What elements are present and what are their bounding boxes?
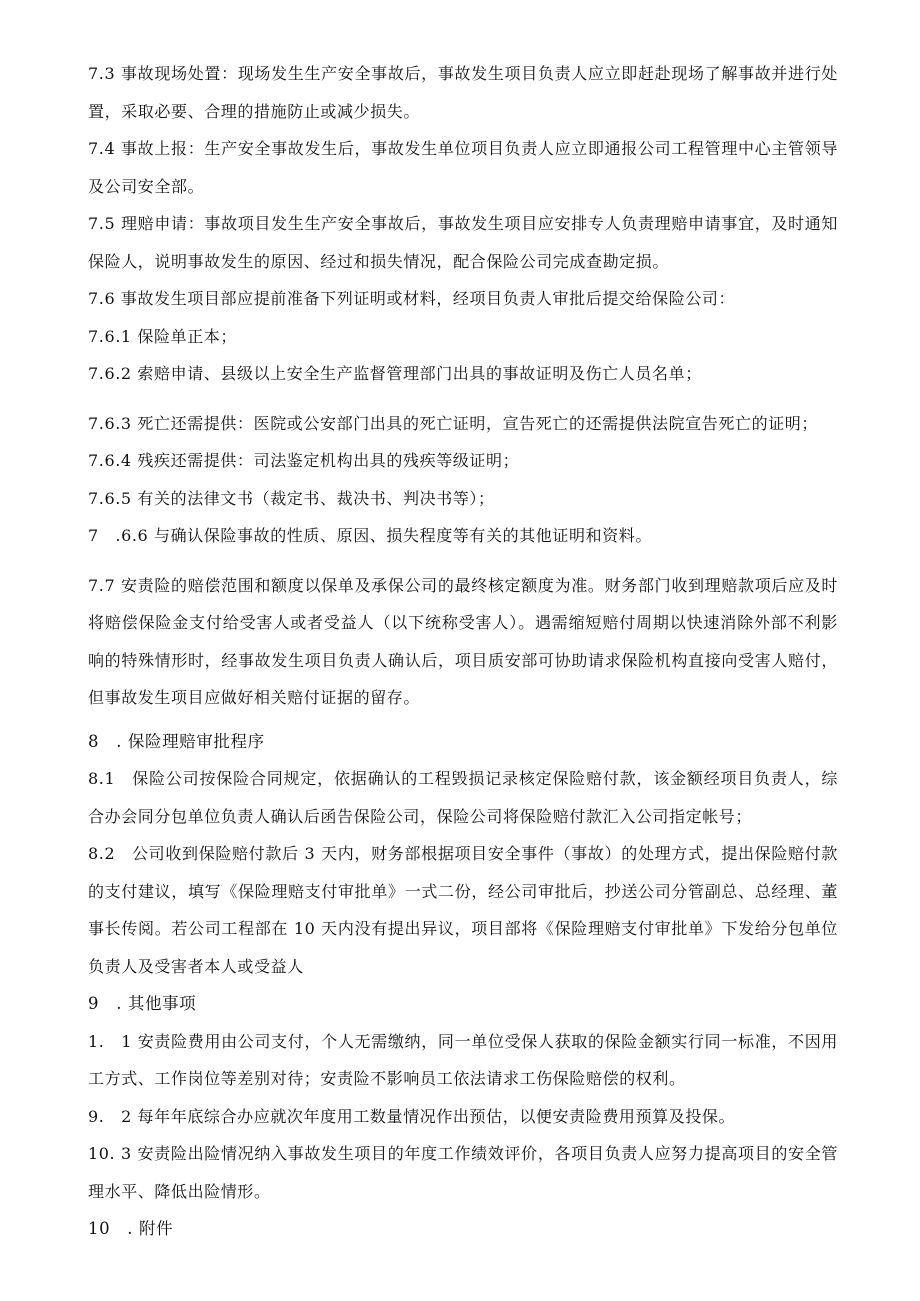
paragraph-7-6-6: 7 .6.6 与确认保险事故的性质、原因、损失程度等有关的其他证明和资料。 — [88, 526, 652, 545]
paragraph-7-3: 7.3 事故现场处置：现场发生生产安全事故后，事故发生项目负责人应立即赶赴现场了解事故并进行处置，采取必要、合理的措施防止或减少损失。 — [88, 64, 838, 121]
paragraph-7-4: 7.4 事故上报：生产安全事故发生后，事故发生单位项目负责人应立即通报公司工程管理中心主管领导及公司安全部。 — [88, 139, 838, 196]
document-body — [88, 55, 838, 1248]
paragraph-8-1: 8.1 保险公司按保险合同规定，依据确认的工程毁损记录核定保险赔付款，该金额经项目负责人，综合办会同分包单位负责人确认后函告保险公司，保险公司将保险赔付款汇入公司指定帐号； — [88, 769, 838, 826]
paragraph-7-7: 7.7 安责险的赔偿范围和额度以保单及承保公司的最终核定额度为准。财务部门收到理赔款项后应及时将赔偿保险金支付给受害人或者受益人（以下统称受害人）。遇需缩短赔付周期以快速消除外部不利影响的特殊情形时，经事故发生项目负责人确认后，项目质安部可协助请求保险机构直接向受害人赔付，但事故发生项目应做好相关赔付证据的留存。 — [88, 575, 838, 707]
paragraph-7-6-4: 7.6.4 残疾还需提供：司法鉴定机构出具的残疾等级证明； — [88, 451, 520, 470]
paragraph-7-6-3: 7.6.3 死亡还需提供：医院或公安部门出具的死亡证明，宣告死亡的还需提供法院宣告死亡的证明； — [88, 413, 818, 433]
paragraph-7-6-1: 7.6.1 保险单正本； — [88, 326, 237, 346]
paragraph-9-2: 9. 2 每年年底综合办应就次年度用工数量情况作出预估，以便安责险费用预算及投保。 — [88, 1106, 736, 1126]
paragraph-10-3: 10. 3 安责险出险情况纳入事故发生项目的年度工作绩效评价，各项目负责人应努力提高项目的安全管理水平、降低出险情形。 — [88, 1144, 838, 1201]
paragraph-8-2: 8.2 公司收到保险赔付款后 3 天内，财务部根据项目安全事件（事故）的处理方式，提出保险赔付款的支付建议，填写《保险理赔支付审批单》一式二份，经公司审批后，抄送公司分管副总、总经理、董事长传阅。若公司工程部在 10 天内没有提出异议，项目部将《保险理赔支付审批单》下发给分包单位负责人及受害者本人或受益人 — [88, 844, 838, 976]
paragraph-7-6: 7.6 事故发生项目部应提前准备下列证明或材料，经项目负责人审批后提交给保险公司： — [88, 289, 736, 308]
section-heading-10: 10 . 附件 — [88, 1219, 174, 1238]
paragraph-9-1: 1. 1 安责险费用由公司支付，个人无需缴纳，同一单位受保人获取的保险金额实行同一标准，不因用工方式、工作岗位等差别对待；安责险不影响员工依法请求工伤保险赔偿的权利。 — [88, 1031, 838, 1088]
paragraph-7-6-5: 7.6.5 有关的法律文书（裁定书、裁决书、判决书等）； — [88, 488, 495, 508]
section-heading-8: 8 . 保险理赔审批程序 — [88, 731, 265, 751]
paragraph-7-5: 7.5 理赔申请：事故项目发生生产安全事故后，事故发生项目应安排专人负责理赔申请事宜，及时通知保险人，说明事故发生的原因、经过和损失情况，配合保险公司完成查勘定损。 — [88, 214, 838, 271]
paragraph-7-6-2: 7.6.2 索赔申请、县级以上安全生产监督管理部门出具的事故证明及伤亡人员名单； — [88, 364, 702, 383]
section-heading-9: 9 . 其他事项 — [88, 994, 197, 1013]
